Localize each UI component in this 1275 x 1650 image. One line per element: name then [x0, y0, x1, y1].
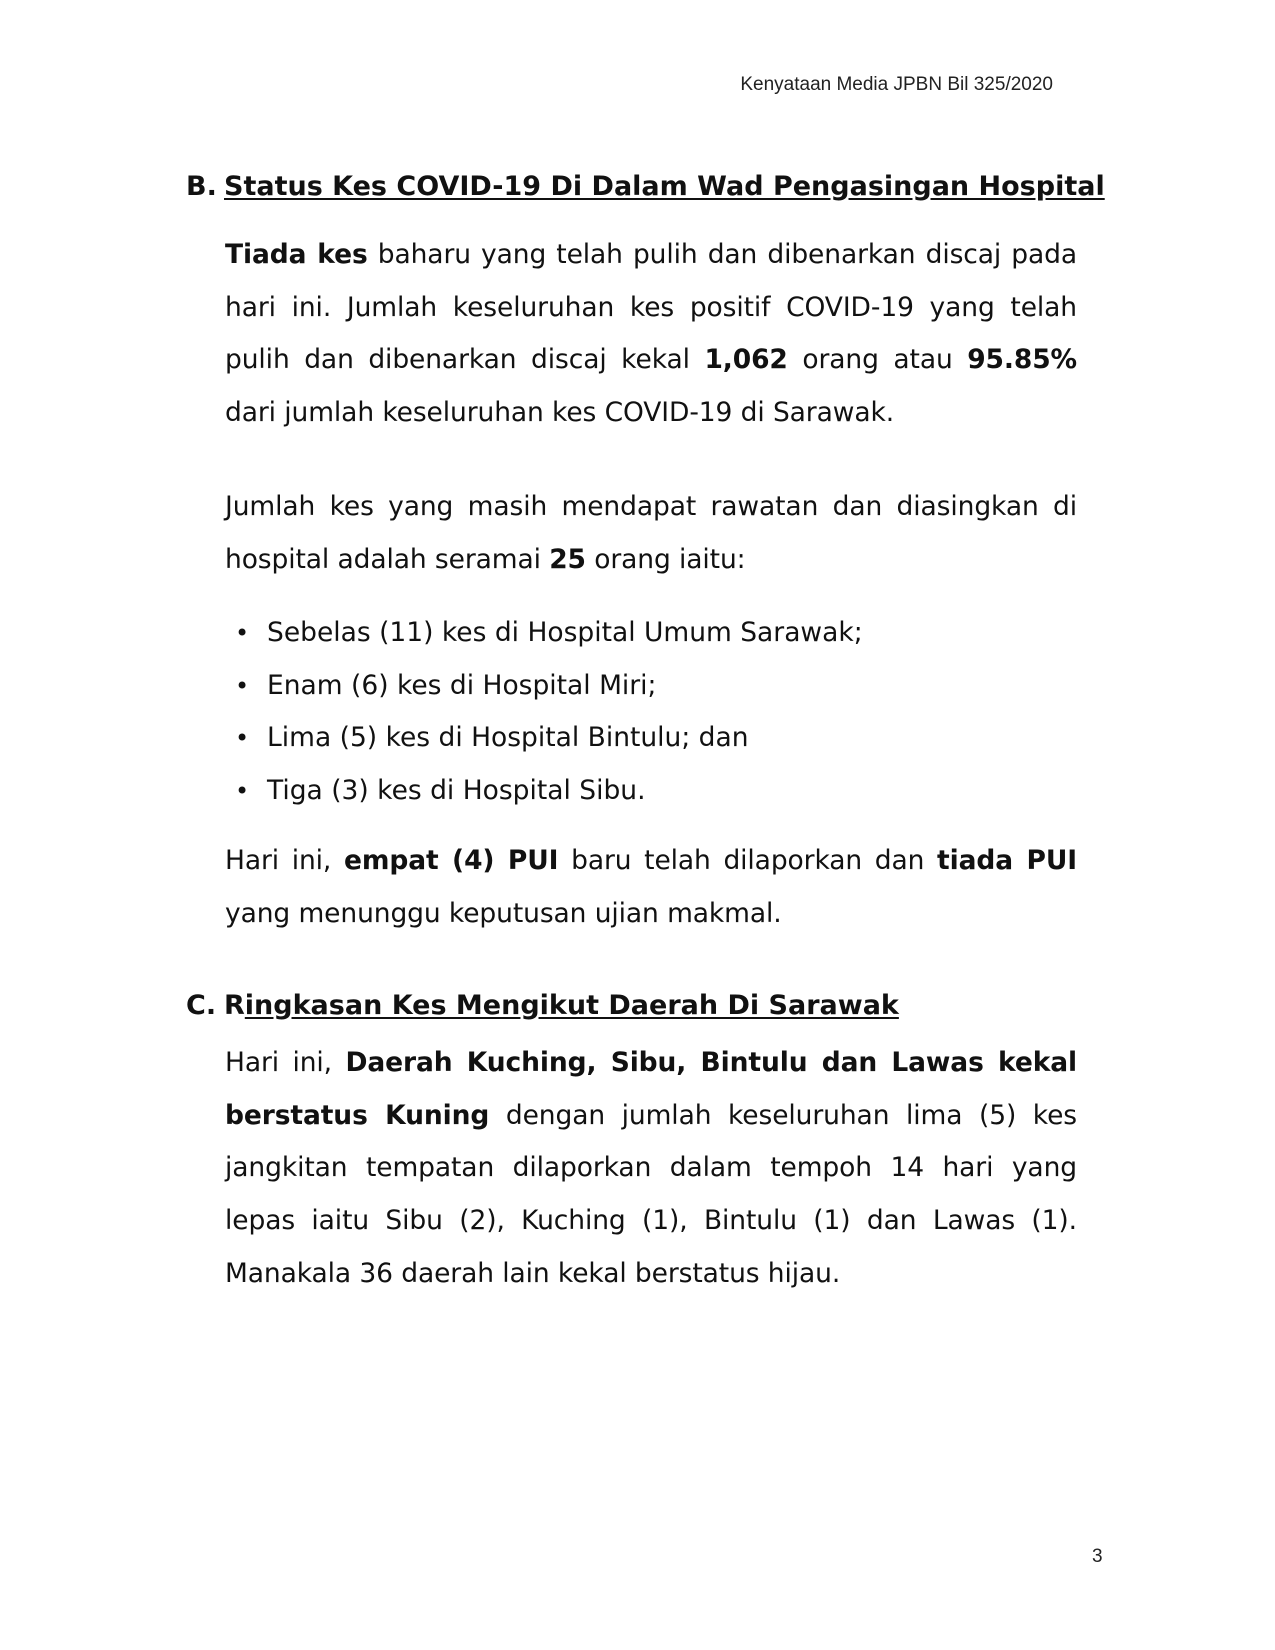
section-b-letter: B.	[186, 171, 217, 202]
section-b-paragraph-treatment	[225, 481, 1077, 586]
section-b-paragraph-pui	[225, 835, 1077, 940]
paragraph-text: orang atau	[787, 344, 968, 376]
section-c-title: ingkasan Kes Mengikut Daerah Di Sarawak	[244, 990, 899, 1021]
paragraph-text: Hari ini,	[225, 1047, 346, 1078]
section-b-title: Status Kes COVID-19 Di Dalam Wad Pengasingan Hospital	[224, 171, 1105, 202]
list-item-text: Enam (6) kes di Hospital Miri;	[267, 669, 657, 701]
list-item	[225, 712, 1077, 765]
section-c-heading	[186, 990, 899, 1021]
bullet-icon: •	[235, 777, 250, 806]
paragraph-text: Hari ini,	[225, 845, 344, 876]
paragraph-text: baru telah dilaporkan dan	[558, 845, 938, 876]
document-reference-header: Kenyataan Media JPBN Bil 325/2020	[740, 74, 1053, 95]
bullet-icon: •	[235, 619, 250, 647]
bullet-icon: •	[235, 724, 250, 753]
list-item-text: Sebelas (11) kes di Hospital Umum Sarawak;	[267, 617, 863, 648]
list-item-text: Lima (5) kes di Hospital Bintulu; dan	[267, 722, 749, 754]
paragraph-text: baharu yang telah pulih dan dibenarkan discaj pada hari ini. Jumlah keseluruhan kes positif COVID-19 yang telah pulih dan dibenarkan discaj kekal	[225, 239, 1077, 376]
paragraph-text: Jumlah kes yang masih mendapat rawatan dan diasingkan di hospital adalah seramai	[225, 491, 1077, 575]
recovered-percentage: 95.85%	[967, 344, 1077, 376]
treatment-count: 25	[549, 543, 586, 575]
section-b-heading	[186, 171, 1105, 202]
paragraph-text: dengan jumlah keseluruhan lima (5) kes jangkitan tempatan dilaporkan dalam tempoh 14 hari yang lepas iaitu Sibu (2), Kuching (1), Bintulu (1) dan Lawas (1). Manakala 36 daerah lain kekal berstatus hijau.	[225, 1099, 1077, 1289]
section-c-title-first-letter: R	[224, 990, 245, 1021]
page-number: 3	[1092, 1546, 1103, 1567]
paragraph-text: dari jumlah keseluruhan kes COVID-19 di Sarawak.	[225, 397, 895, 429]
new-pui-emphasis: empat (4) PUI	[343, 845, 559, 876]
paragraph-text: orang iaitu:	[585, 543, 746, 575]
list-item	[225, 660, 1077, 713]
list-item	[225, 607, 1077, 660]
yellow-districts-emphasis: Daerah Kuching, Sibu, Bintulu dan Lawas kekal berstatus Kuning	[225, 1047, 1077, 1131]
section-c-letter: C.	[186, 990, 217, 1021]
recovered-count: 1,062	[704, 344, 788, 376]
no-cases-emphasis: Tiada kes	[225, 239, 368, 270]
bullet-icon: •	[235, 671, 250, 700]
paragraph-text: yang menunggu keputusan ujian makmal.	[225, 897, 782, 929]
list-item	[225, 765, 1077, 818]
section-c-paragraph-districts	[225, 1037, 1077, 1301]
pending-pui-emphasis: tiada PUI	[937, 845, 1077, 876]
list-item-text: Tiga (3) kes di Hospital Sibu.	[267, 775, 646, 807]
hospital-case-list	[225, 607, 1077, 818]
section-b-paragraph-recovered	[225, 229, 1077, 440]
